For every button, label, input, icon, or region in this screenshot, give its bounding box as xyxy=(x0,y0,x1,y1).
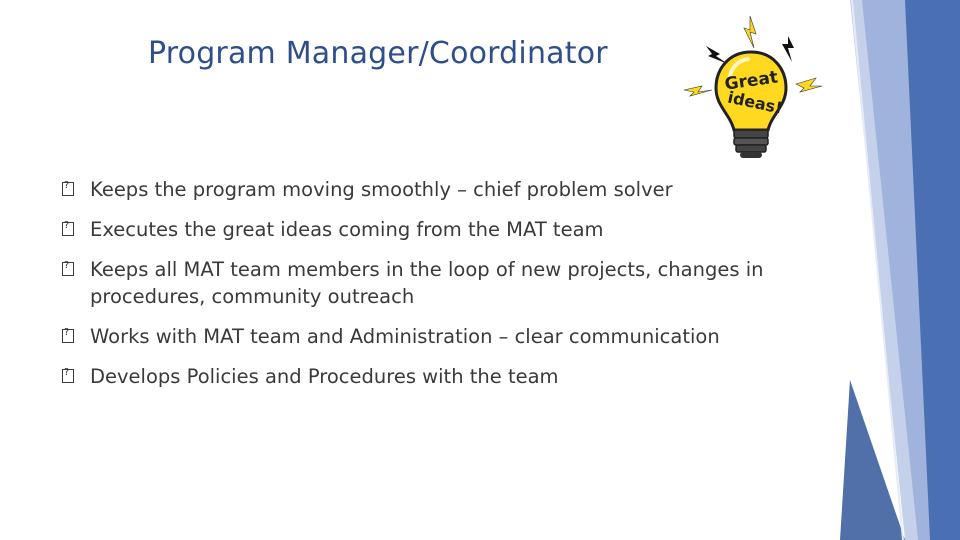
bullet-text: Keeps the program moving smoothly – chief problem solver xyxy=(90,178,673,201)
bullet-item xyxy=(62,256,822,310)
bullet-item xyxy=(62,176,822,203)
bullet-text: Executes the great ideas coming from the MAT team xyxy=(90,218,604,241)
lightbulb-text-ideas: ideas! xyxy=(726,87,785,118)
bullet-box-icon xyxy=(62,369,74,383)
lightbulb-icon xyxy=(676,14,826,164)
bullet-box-icon xyxy=(62,329,74,343)
bullet-text: Works with MAT team and Administration – clear communication xyxy=(90,325,720,348)
bullet-box-icon xyxy=(62,262,74,276)
bullet-text: Develops Policies and Procedures with the team xyxy=(90,365,559,388)
bullet-item xyxy=(62,363,822,390)
bullet-text: Keeps all MAT team members in the loop of new projects, changes in procedures, community outreach xyxy=(90,258,764,308)
bullet-box-icon xyxy=(62,182,74,196)
bullet-item xyxy=(62,216,822,243)
bullet-list xyxy=(62,176,822,403)
bullet-item xyxy=(62,323,822,350)
bullet-box-icon xyxy=(62,222,74,236)
lightbulb-text-great: Great xyxy=(723,67,780,95)
slide-title: Program Manager/Coordinator xyxy=(148,36,608,71)
